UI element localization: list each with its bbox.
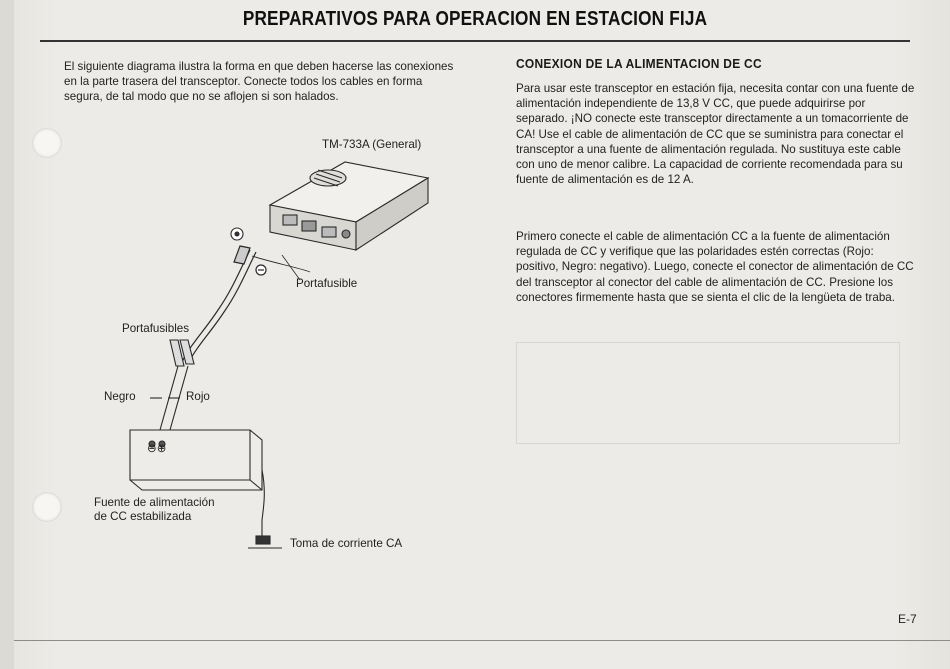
power-leads (150, 366, 188, 430)
bottom-rule (14, 640, 950, 641)
label-toma-corriente: Toma de corriente CA (290, 537, 403, 550)
label-polarity: ⊖⊕ (147, 442, 167, 455)
page-number: E-7 (898, 612, 917, 626)
label-negro: Negro (104, 390, 136, 403)
section-heading: CONEXION DE LA ALIMENTACION DE CC (516, 56, 762, 71)
power-supply-illustration (130, 430, 262, 490)
label-fuente-line1: Fuente de alimentación (94, 496, 215, 509)
diagram-model-label: TM-733A (General) (322, 138, 422, 151)
dc-cable (182, 246, 310, 364)
label-fuente-line2: de CC estabilizada (94, 510, 192, 523)
label-portafusible: Portafusible (296, 277, 358, 290)
section-paragraph-1: Para usar este transceptor en estación fija, necesita contar con una fuente de alimentación independiente de 13,8 V CC, que puede adquirirse por separado. ¡NO conecte este transceptor directamente a un tomacorriente de CA! Use el cable de alimentación de CC que se suministra para conectar el transceptor a una fuente de alimentación regulada. No sustituya este cable con uno de menor calibre. La capacidad de corriente recomendada para su fuente de alimentación es de 12 A. (516, 82, 915, 187)
transceiver-illustration (231, 162, 428, 250)
fuse-holder-illustration (170, 340, 194, 366)
section-paragraph-2: Primero conecte el cable de alimentación CC a la fuente de alimentación regulada de CC y verifique que las polaridades estén correctas (Rojo: positivo, Negro: negativo). Luego, conecte el conector de alimentación de CC del transceptor al conector del cable de alimentación de CC. Presione los conectores firmemente hasta que se sienta el clic de la lengüeta de traba. (516, 230, 914, 304)
page-title: PREPARATIVOS PARA OPERACION EN ESTACION FIJA (242, 8, 708, 30)
intro-paragraph: El siguiente diagrama ilustra la forma en que deben hacerse las conexiones en la parte trasera del transceptor. Conecte todos los cables en forma segura, de tal modo que no se aflojen si son halados. (64, 60, 454, 103)
label-rojo: Rojo (186, 390, 210, 403)
label-portafusibles: Portafusibles (122, 322, 190, 335)
